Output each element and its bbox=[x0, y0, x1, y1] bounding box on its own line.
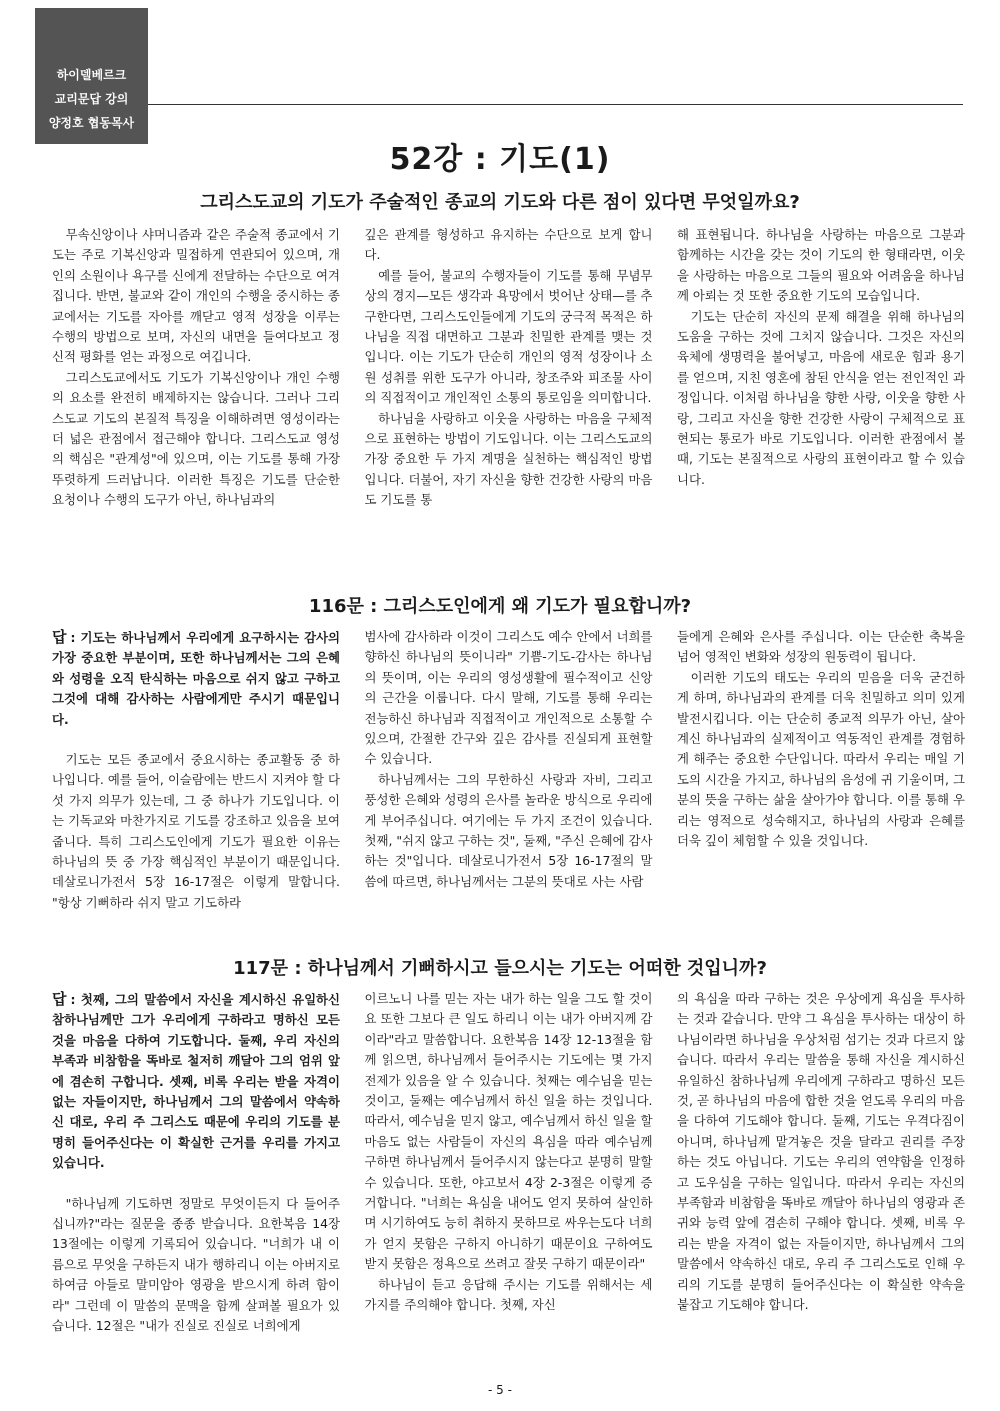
paragraph: 이러한 기도의 태도는 우리의 믿음을 더욱 굳건하게 하며, 하나님과의 관계를 더욱 친밀하고 의미 있게 발전시킵니다. 이는 단순히 종교적 의무가 아닌, 살아계신 하나님과의 실제적이고 역동적인 관계를 경험하게 해주는 중요한 수단입니다. 따라서 우리는 매일 기도의 시간을 가지고, 하나님의 음성에 귀 기울이며, 그분의 뜻을 구하는 삶을 살아가야 합니다. 이를 통해 우리는 영적으로 성숙해지고, 하나님의 사랑과 은혜를 더욱 깊이 체험할 수 있을 것입니다. bbox=[677, 669, 965, 849]
intro-columns bbox=[52, 225, 965, 565]
question-117-title: 117문 : 하나님께서 기뻐하시고 들으시는 기도는 어떠한 것입니까? bbox=[233, 958, 767, 979]
q116-column-1 bbox=[52, 627, 340, 922]
answer-117 bbox=[52, 989, 340, 1174]
question-117-columns bbox=[52, 989, 965, 1379]
q116-column-2 bbox=[365, 627, 653, 922]
intro-column-3 bbox=[677, 225, 965, 565]
badge-line-2: 교리문답 강의 bbox=[54, 92, 129, 106]
answer-text: : 기도는 하나님께서 우리에게 요구하시는 감사의 가장 중요한 부분이며, 또한 하나님께서는 그의 은혜와 성령을 오직 탄식하는 마음으로 쉬지 않고 구하고 그것에 대해 감사하는 사람에게만 주시기 때문입니다. bbox=[52, 630, 340, 727]
q116-column-3 bbox=[677, 627, 965, 922]
author-badge bbox=[35, 8, 148, 144]
q117-column-3 bbox=[677, 989, 965, 1379]
paragraph: 범사에 감사하라 이것이 그리스도 예수 안에서 너희를 향하신 하나님의 뜻이니라" 기쁨-기도-감사는 하나님의 뜻이며, 이는 우리의 영성생활에 필수적이고 신앙의 근간을 이룹니다. 다시 말해, 기도를 통해 우리는 전능하신 하나님과 직접적이고 개인적으로 소통할 수 있으며, 간절한 간구와 깊은 감사를 진실되게 표현할 수 있습니다. bbox=[364, 629, 653, 767]
page-subtitle: 그리스도교의 기도가 주술적인 종교의 기도와 다른 점이 있다면 무엇일까요? bbox=[200, 192, 800, 213]
badge-line-3: 양정호 협동목사 bbox=[48, 116, 135, 130]
answer-text: : 첫째, 그의 말씀에서 자신을 계시하신 유일하신 참하나님께만 그가 우리에게 구하라고 명하신 모든 것을 마음을 다하여 기도합니다. 둘째, 우리 자신의 부족과 비참함을 똑바로 철저히 깨달아 그의 엄위 앞에 겸손히 구합니다. 셋째, 비록 우리는 받을 자격이 없는 자들이지만, 하나님께서 그의 말씀에서 약속하신 대로, 우리 주 그리스도 때문에 우리의 기도를 분명히 들어주신다는 이 확실한 근거를 우리를 가지고 있습니다. bbox=[52, 992, 340, 1171]
paragraph: 기도는 단순히 자신의 문제 해결을 위해 하나님의 도움을 구하는 것에 그치지 않습니다. 그것은 자신의 육체에 생명력을 불어넣고, 마음에 새로운 힘과 용기를 얻으며, 지친 영혼에 참된 안식을 얻는 전인적인 과정입니다. 이처럼 하나님을 향한 사랑, 이웃을 향한 사랑, 그리고 자신을 향한 건강한 사랑이 구체적으로 표현되는 통로가 바로 기도입니다. 이러한 관점에서 볼 때, 기도는 본질적으로 사랑의 표현이라고 할 수 있습니다. bbox=[677, 308, 965, 487]
intro-column-1 bbox=[52, 225, 340, 565]
paragraph: 하나님이 듣고 응답해 주시는 기도를 위해서는 세 가지를 주의해야 합니다. 첫째, 자신 bbox=[364, 1276, 653, 1313]
paragraph: 하나님께서는 그의 무한하신 사랑과 자비, 그리고 풍성한 은혜와 성령의 은사를 놀라운 방식으로 우리에게 부어주십니다. 여기에는 두 가지 조건이 있습니다. 첫째, "쉬지 않고 구하는 것", 둘째, "주신 은혜에 감사하는 것"입니다. 데살로니가전서 5장 16-17절의 말씀에 따르면, 하나님께서는 그분의 뜻대로 사는 사람 bbox=[364, 771, 653, 889]
paragraph: 깊은 관계를 형성하고 유지하는 수단으로 보게 합니다. bbox=[364, 227, 653, 263]
paragraph: 들에게 은혜와 은사를 주십니다. 이는 단순한 축복을 넘어 영적인 변화와 성장의 원동력이 됩니다. bbox=[677, 629, 965, 665]
page-number: - 5 - bbox=[488, 1383, 512, 1397]
paragraph: 그리스도교에서도 기도가 기복신앙이나 개인 수행의 요소를 완전히 배제하지는 않습니다. 그러나 그리스도교 기도의 본질적 특징을 이해하려면 영성이라는 더 넓은 관점에서 접근해야 합니다. 그리스도교 영성의 핵심은 "관계성"에 있으며, 이는 기도를 통해 가장 뚜렷하게 드러납니다. 이러한 특징은 기도를 단순한 요청이나 수행의 도구가 아닌, 하나님과의 bbox=[52, 369, 340, 508]
answer-label: 답 bbox=[52, 628, 67, 646]
paragraph: "하나님께 기도하면 정말로 무엇이든지 다 들어주십니까?"라는 질문을 종종 받습니다. 요한복음 14장 13절에는 이렇게 기록되어 있습니다. "너희가 내 이름으로 무엇을 구하든지 내가 행하리니 이는 아버지로 하여금 아들로 말미암아 영광을 받으시게 하려 함이라" 그런데 이 말씀의 문맥을 함께 살펴볼 필요가 있습니다. 12절은 "내가 진실로 진실로 너희에게 bbox=[52, 1195, 340, 1334]
paragraph: 의 욕심을 따라 구하는 것은 우상에게 욕심을 투사하는 것과 같습니다. 만약 그 욕심을 투사하는 대상이 하나님이라면 하나님을 우상처럼 섬기는 것과 다르지 않습니다. 따라서 우리는 말씀을 통해 자신을 계시하신 유일하신 참하나님께 우리에게 구하라고 명하신 모든 것, 곧 하나님의 마음에 합한 것을 얻도록 우리의 마음을 다하여 기도해야 합니다. 둘째, 기도는 우격다짐이 아니며, 하나님께 맡겨놓은 것을 달라고 권리를 주장하는 것도 아닙니다. 기도는 우리의 연약함을 인정하고 도우심을 구하는 일입니다. 따라서 우리는 자신의 부족함과 비참함을 똑바로 깨달아 하나님의 영광과 존귀와 능력 앞에 겸손히 구해야 합니다. 셋째, 비록 우리는 받을 자격이 없는 자들이지만, 하나님께서 그의 말씀에서 약속하신 대로, 우리 주 그리스도로 인해 우리의 기도를 분명히 들어주신다는 이 확실한 약속을 붙잡고 기도해야 합니다. bbox=[677, 991, 965, 1313]
paragraph: 이르노니 나를 믿는 자는 내가 하는 일을 그도 할 것이요 또한 그보다 큰 일도 하리니 이는 내가 아버지께 감이라"라고 말씀합니다. 요한복음 14장 12-13절을 함께 읽으면, 하나님께서 들어주시는 기도에는 몇 가지 전제가 있음을 알 수 있습니다. 첫째는 예수님을 믿는 것이고, 둘째는 예수님께서 하신 일을 하는 것입니다. 따라서, 예수님을 믿지 않고, 예수님께서 하신 일을 할 마음도 없는 사람들이 자신의 욕심을 따라 예수님께 구하면 하나님께서 들어주시지 않는다고 분명히 말할 수 있습니다. 또한, 야고보서 4장 2-3절은 이렇게 증거합니다. "너희는 욕심을 내어도 얻지 못하여 살인하며 시기하여도 능히 취하지 못하므로 싸우는도다 너희가 얻지 못함은 구하지 아니하기 때문이요 구하여도 받지 못함은 정욕으로 쓰려고 잘못 구하기 때문이라" bbox=[364, 991, 653, 1272]
paragraph: 무속신앙이나 샤머니즘과 같은 주술적 종교에서 기도는 주로 기복신앙과 밀접하게 연관되어 있으며, 개인의 소원이나 욕구를 신에게 전달하는 수단으로 여겨집니다. 반면, 불교와 같이 개인의 수행을 중시하는 종교에서는 기도를 자아를 깨닫고 영적 성장을 이루는 수행의 방법으로 보며, 자신의 내면을 들여다보고 정신적 평화를 얻는 과정으로 여깁니다. bbox=[52, 227, 340, 365]
answer-116 bbox=[52, 627, 340, 730]
paragraph: 하나님을 사랑하고 이웃을 사랑하는 마음을 구체적으로 표현하는 방법이 기도입니다. 이는 그리스도교의 가장 중요한 두 가지 계명을 실천하는 핵심적인 방법입니다. 더불어, 자기 자신을 향한 건강한 사랑의 마음도 기도를 통 bbox=[364, 410, 653, 508]
question-116-title: 116문 : 그리스도인에게 왜 기도가 필요합니까? bbox=[308, 596, 692, 617]
q117-column-2 bbox=[365, 989, 653, 1379]
q117-column-1 bbox=[52, 989, 340, 1379]
intro-column-2 bbox=[365, 225, 653, 565]
question-116-columns bbox=[52, 627, 965, 922]
answer-label: 답 bbox=[52, 990, 67, 1008]
paragraph: 해 표현됩니다. 하나님을 사랑하는 마음으로 그분과 함께하는 시간을 갖는 것이 기도의 한 형태라면, 이웃을 사랑하는 마음으로 그들의 필요와 어려움을 하나님께 아뢰는 것 또한 중요한 기도의 모습입니다. bbox=[677, 227, 965, 304]
paragraph: 기도는 모든 종교에서 중요시하는 종교활동 중 하나입니다. 예를 들어, 이슬람에는 반드시 지켜야 할 다섯 가지 의무가 있는데, 그 중 하나가 기도입니다. 이는 기독교와 마찬가지로 기도를 강조하고 있음을 보여줍니다. 특히 그리스도인에게 기도가 필요한 이유는 하나님의 뜻 중 가장 핵심적인 부분이기 때문입니다. 데살로니가전서 5장 16-17절은 이렇게 말합니다. "항상 기뻐하라 쉬지 말고 기도하라 bbox=[52, 752, 340, 910]
page-title: 52강 : 기도(1) bbox=[389, 142, 611, 177]
header-rule bbox=[148, 104, 963, 105]
badge-line-1: 하이델베르크 bbox=[56, 68, 127, 82]
paragraph: 예를 들어, 불교의 수행자들이 기도를 통해 무념무상의 경지—모든 생각과 욕망에서 벗어난 상태—를 추구한다면, 그리스도인들에게 기도의 궁극적 목적은 하나님을 직접 대면하고 그분과 친밀한 관계를 맺는 것입니다. 이는 기도가 단순히 개인의 영적 성장이나 소원 성취를 위한 도구가 아니라, 창조주와 피조물 사이의 직접적이고 개인적인 소통의 통로임을 의미합니다. bbox=[364, 267, 653, 406]
